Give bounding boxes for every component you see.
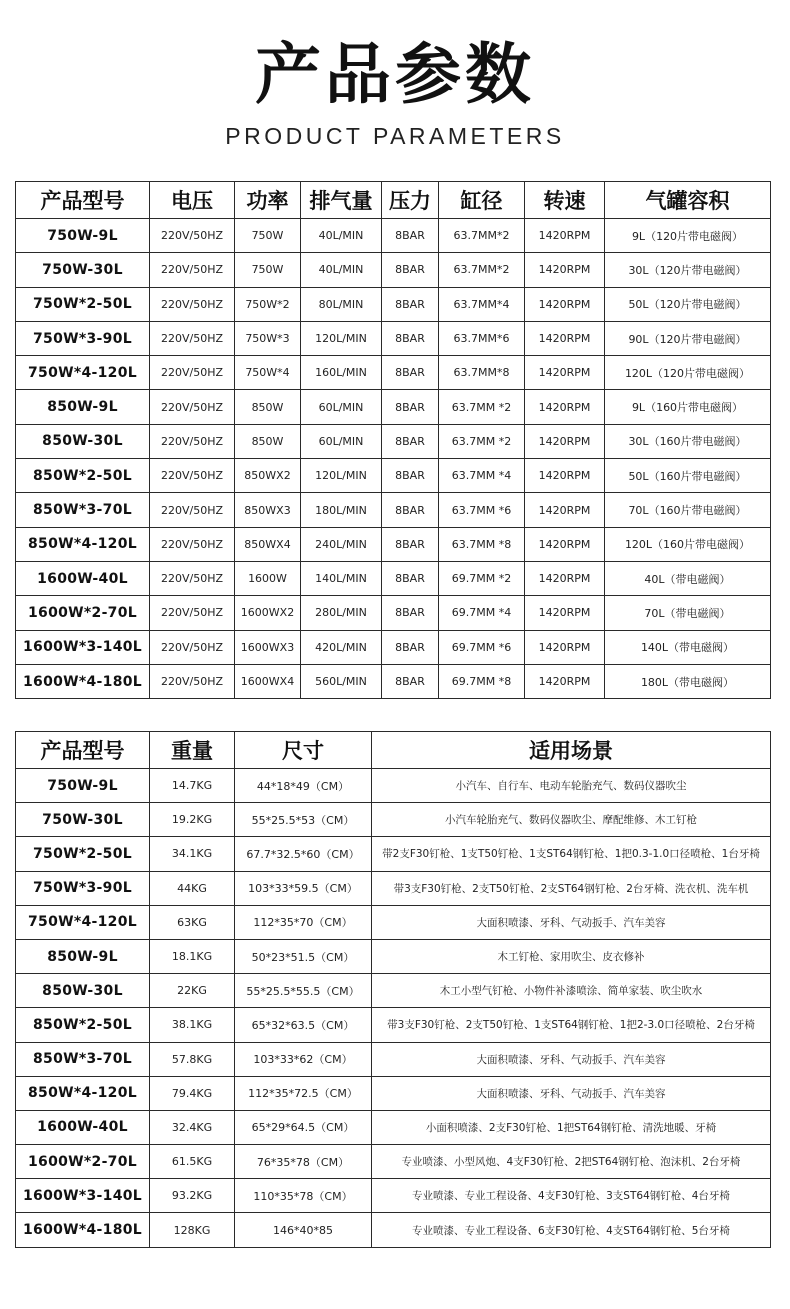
table-row — [16, 493, 771, 527]
model-cell: 750W*4-120L — [16, 905, 150, 939]
column-header: 排气量 — [301, 182, 382, 219]
table-row — [16, 905, 771, 939]
column-header: 适用场景 — [372, 732, 771, 769]
column-header: 产品型号 — [16, 732, 150, 769]
application-cell: 小汽车、自行车、电动车轮胎充气、数码仪器吹尘 — [372, 769, 771, 803]
dimensions-cell: 112*35*70（CM） — [235, 905, 372, 939]
power-cell: 750W — [235, 219, 301, 253]
model-cell: 1600W-40L — [16, 1110, 150, 1144]
table-row — [16, 356, 771, 390]
page-subtitle: PRODUCT PARAMETERS — [225, 123, 565, 149]
pressure-cell: 8BAR — [382, 493, 439, 527]
bore-cell: 63.7MM*4 — [439, 287, 525, 321]
weight-cell: 34.1KG — [150, 837, 235, 871]
tank-volume-cell: 140L（带电磁阀） — [605, 630, 771, 664]
tank-volume-cell: 9L（160片带电磁阀） — [605, 390, 771, 424]
bore-cell: 63.7MM *4 — [439, 459, 525, 493]
model-cell: 850W-9L — [16, 390, 150, 424]
model-cell: 850W*3-70L — [16, 493, 150, 527]
model-cell: 850W-30L — [16, 424, 150, 458]
column-header: 缸径 — [439, 182, 525, 219]
power-cell: 1600W — [235, 561, 301, 595]
table-header-row — [16, 182, 771, 219]
dimensions-cell: 65*29*64.5（CM） — [235, 1110, 372, 1144]
table-row — [16, 424, 771, 458]
spec-table-usage — [15, 731, 771, 1248]
dimensions-cell: 146*40*85 — [235, 1213, 372, 1247]
table-row — [16, 974, 771, 1008]
application-cell: 带3支F30钉枪、2支T50钉枪、1支ST64钢钉枪、1把2-3.0口径喷枪、2台牙椅 — [372, 1008, 771, 1042]
speed-cell: 1420RPM — [525, 253, 605, 287]
table-row — [16, 219, 771, 253]
voltage-cell: 220V/50HZ — [150, 356, 235, 390]
column-header: 电压 — [150, 182, 235, 219]
model-cell: 1600W*4-180L — [16, 1213, 150, 1247]
bore-cell: 69.7MM *4 — [439, 596, 525, 630]
weight-cell: 14.7KG — [150, 769, 235, 803]
page-title: 产品参数 — [255, 36, 535, 113]
table-row — [16, 871, 771, 905]
column-header: 功率 — [235, 182, 301, 219]
table-row — [16, 1110, 771, 1144]
bore-cell: 63.7MM *2 — [439, 424, 525, 458]
voltage-cell: 220V/50HZ — [150, 459, 235, 493]
application-cell: 专业喷漆、专业工程设备、4支F30钉枪、3支ST64钢钉枪、4台牙椅 — [372, 1179, 771, 1213]
model-cell: 1600W*4-180L — [16, 664, 150, 698]
application-cell: 专业喷漆、小型风炮、4支F30钉枪、2把ST64钢钉枪、泡沫机、2台牙椅 — [372, 1145, 771, 1179]
power-cell: 850W — [235, 424, 301, 458]
table-row — [16, 527, 771, 561]
model-cell: 1600W*2-70L — [16, 1145, 150, 1179]
bore-cell: 63.7MM*6 — [439, 321, 525, 355]
model-cell: 1600W*2-70L — [16, 596, 150, 630]
pressure-cell: 8BAR — [382, 664, 439, 698]
power-cell: 850WX2 — [235, 459, 301, 493]
weight-cell: 79.4KG — [150, 1076, 235, 1110]
table-row — [16, 287, 771, 321]
application-cell: 大面积喷漆、牙科、气动扳手、汽车美容 — [372, 1042, 771, 1076]
column-header: 重量 — [150, 732, 235, 769]
bore-cell: 69.7MM *2 — [439, 561, 525, 595]
column-header: 产品型号 — [16, 182, 150, 219]
displacement-cell: 180L/MIN — [301, 493, 382, 527]
voltage-cell: 220V/50HZ — [150, 321, 235, 355]
table-header-row — [16, 732, 771, 769]
speed-cell: 1420RPM — [525, 664, 605, 698]
weight-cell: 38.1KG — [150, 1008, 235, 1042]
dimensions-cell: 67.7*32.5*60（CM） — [235, 837, 372, 871]
dimensions-cell: 103*33*62（CM） — [235, 1042, 372, 1076]
table-row — [16, 630, 771, 664]
model-cell: 850W-30L — [16, 974, 150, 1008]
pressure-cell: 8BAR — [382, 424, 439, 458]
voltage-cell: 220V/50HZ — [150, 596, 235, 630]
bore-cell: 63.7MM*8 — [439, 356, 525, 390]
table-row — [16, 1076, 771, 1110]
speed-cell: 1420RPM — [525, 459, 605, 493]
displacement-cell: 40L/MIN — [301, 253, 382, 287]
table-row — [16, 939, 771, 973]
displacement-cell: 80L/MIN — [301, 287, 382, 321]
displacement-cell: 40L/MIN — [301, 219, 382, 253]
voltage-cell: 220V/50HZ — [150, 219, 235, 253]
tank-volume-cell: 30L（160片带电磁阀） — [605, 424, 771, 458]
speed-cell: 1420RPM — [525, 527, 605, 561]
application-cell: 带2支F30钉枪、1支T50钉枪、1支ST64钢钉枪、1把0.3-1.0口径喷枪、1台牙椅 — [372, 837, 771, 871]
dimensions-cell: 76*35*78（CM） — [235, 1145, 372, 1179]
weight-cell: 61.5KG — [150, 1145, 235, 1179]
power-cell: 1600WX3 — [235, 630, 301, 664]
dimensions-cell: 103*33*59.5（CM） — [235, 871, 372, 905]
voltage-cell: 220V/50HZ — [150, 493, 235, 527]
weight-cell: 44KG — [150, 871, 235, 905]
model-cell: 850W-9L — [16, 939, 150, 973]
voltage-cell: 220V/50HZ — [150, 424, 235, 458]
weight-cell: 128KG — [150, 1213, 235, 1247]
speed-cell: 1420RPM — [525, 356, 605, 390]
dimensions-cell: 44*18*49（CM） — [235, 769, 372, 803]
column-header: 尺寸 — [235, 732, 372, 769]
bore-cell: 63.7MM*2 — [439, 253, 525, 287]
table-row — [16, 837, 771, 871]
dimensions-cell: 110*35*78（CM） — [235, 1179, 372, 1213]
table-row — [16, 769, 771, 803]
power-cell: 750W*4 — [235, 356, 301, 390]
bore-cell: 69.7MM *6 — [439, 630, 525, 664]
model-cell: 850W*2-50L — [16, 459, 150, 493]
bore-cell: 69.7MM *8 — [439, 664, 525, 698]
displacement-cell: 120L/MIN — [301, 459, 382, 493]
table-row — [16, 803, 771, 837]
speed-cell: 1420RPM — [525, 287, 605, 321]
model-cell: 750W-30L — [16, 253, 150, 287]
bore-cell: 63.7MM *6 — [439, 493, 525, 527]
tank-volume-cell: 120L（160片带电磁阀） — [605, 527, 771, 561]
power-cell: 850WX3 — [235, 493, 301, 527]
voltage-cell: 220V/50HZ — [150, 527, 235, 561]
pressure-cell: 8BAR — [382, 253, 439, 287]
application-cell: 带3支F30钉枪、2支T50钉枪、2支ST64钢钉枪、2台牙椅、洗衣机、洗车机 — [372, 871, 771, 905]
weight-cell: 19.2KG — [150, 803, 235, 837]
tank-volume-cell: 90L（120片带电磁阀） — [605, 321, 771, 355]
dimensions-cell: 112*35*72.5（CM） — [235, 1076, 372, 1110]
speed-cell: 1420RPM — [525, 493, 605, 527]
spec-table-performance — [15, 181, 771, 699]
weight-cell: 63KG — [150, 905, 235, 939]
pressure-cell: 8BAR — [382, 390, 439, 424]
voltage-cell: 220V/50HZ — [150, 630, 235, 664]
weight-cell: 18.1KG — [150, 939, 235, 973]
column-header: 气罐容积 — [605, 182, 771, 219]
voltage-cell: 220V/50HZ — [150, 253, 235, 287]
speed-cell: 1420RPM — [525, 596, 605, 630]
bore-cell: 63.7MM *2 — [439, 390, 525, 424]
table-row — [16, 1042, 771, 1076]
pressure-cell: 8BAR — [382, 630, 439, 664]
voltage-cell: 220V/50HZ — [150, 561, 235, 595]
pressure-cell: 8BAR — [382, 459, 439, 493]
table-row — [16, 321, 771, 355]
model-cell: 1600W*3-140L — [16, 1179, 150, 1213]
dimensions-cell: 65*32*63.5（CM） — [235, 1008, 372, 1042]
pressure-cell: 8BAR — [382, 287, 439, 321]
model-cell: 750W-9L — [16, 769, 150, 803]
table-row — [16, 664, 771, 698]
tank-volume-cell: 50L（160片带电磁阀） — [605, 459, 771, 493]
displacement-cell: 280L/MIN — [301, 596, 382, 630]
weight-cell: 22KG — [150, 974, 235, 1008]
displacement-cell: 140L/MIN — [301, 561, 382, 595]
dimensions-cell: 55*25.5*55.5（CM） — [235, 974, 372, 1008]
dimensions-cell: 50*23*51.5（CM） — [235, 939, 372, 973]
model-cell: 850W*2-50L — [16, 1008, 150, 1042]
column-header: 压力 — [382, 182, 439, 219]
displacement-cell: 240L/MIN — [301, 527, 382, 561]
power-cell: 750W — [235, 253, 301, 287]
tank-volume-cell: 70L（带电磁阀） — [605, 596, 771, 630]
application-cell: 大面积喷漆、牙科、气动扳手、汽车美容 — [372, 1076, 771, 1110]
dimensions-cell: 55*25.5*53（CM） — [235, 803, 372, 837]
model-cell: 1600W*3-140L — [16, 630, 150, 664]
displacement-cell: 420L/MIN — [301, 630, 382, 664]
displacement-cell: 560L/MIN — [301, 664, 382, 698]
pressure-cell: 8BAR — [382, 321, 439, 355]
speed-cell: 1420RPM — [525, 424, 605, 458]
table-row — [16, 1145, 771, 1179]
model-cell: 750W-9L — [16, 219, 150, 253]
table-row — [16, 596, 771, 630]
column-header: 转速 — [525, 182, 605, 219]
application-cell: 大面积喷漆、牙科、气动扳手、汽车美容 — [372, 905, 771, 939]
power-cell: 850W — [235, 390, 301, 424]
table-row — [16, 390, 771, 424]
power-cell: 750W*2 — [235, 287, 301, 321]
model-cell: 750W-30L — [16, 803, 150, 837]
application-cell: 木工小型气钉枪、小物件补漆喷涂、简单家装、吹尘吹水 — [372, 974, 771, 1008]
speed-cell: 1420RPM — [525, 219, 605, 253]
weight-cell: 32.4KG — [150, 1110, 235, 1144]
application-cell: 木工钉枪、家用吹尘、皮衣修补 — [372, 939, 771, 973]
pressure-cell: 8BAR — [382, 527, 439, 561]
model-cell: 750W*4-120L — [16, 356, 150, 390]
model-cell: 750W*3-90L — [16, 871, 150, 905]
table-row — [16, 1213, 771, 1247]
power-cell: 850WX4 — [235, 527, 301, 561]
model-cell: 750W*2-50L — [16, 287, 150, 321]
table-row — [16, 459, 771, 493]
pressure-cell: 8BAR — [382, 596, 439, 630]
pressure-cell: 8BAR — [382, 219, 439, 253]
speed-cell: 1420RPM — [525, 321, 605, 355]
voltage-cell: 220V/50HZ — [150, 287, 235, 321]
model-cell: 850W*3-70L — [16, 1042, 150, 1076]
displacement-cell: 120L/MIN — [301, 321, 382, 355]
displacement-cell: 160L/MIN — [301, 356, 382, 390]
pressure-cell: 8BAR — [382, 561, 439, 595]
model-cell: 1600W-40L — [16, 561, 150, 595]
displacement-cell: 60L/MIN — [301, 390, 382, 424]
bore-cell: 63.7MM*2 — [439, 219, 525, 253]
tank-volume-cell: 40L（带电磁阀） — [605, 561, 771, 595]
displacement-cell: 60L/MIN — [301, 424, 382, 458]
application-cell: 专业喷漆、专业工程设备、6支F30钉枪、4支ST64钢钉枪、5台牙椅 — [372, 1213, 771, 1247]
model-cell: 750W*2-50L — [16, 837, 150, 871]
tank-volume-cell: 120L（120片带电磁阀） — [605, 356, 771, 390]
table-row — [16, 253, 771, 287]
weight-cell: 93.2KG — [150, 1179, 235, 1213]
table-row — [16, 1179, 771, 1213]
speed-cell: 1420RPM — [525, 630, 605, 664]
tank-volume-cell: 70L（160片带电磁阀） — [605, 493, 771, 527]
tank-volume-cell: 9L（120片带电磁阀） — [605, 219, 771, 253]
tank-volume-cell: 180L（带电磁阀） — [605, 664, 771, 698]
speed-cell: 1420RPM — [525, 561, 605, 595]
bore-cell: 63.7MM *8 — [439, 527, 525, 561]
power-cell: 1600WX2 — [235, 596, 301, 630]
power-cell: 750W*3 — [235, 321, 301, 355]
tank-volume-cell: 30L（120片带电磁阀） — [605, 253, 771, 287]
model-cell: 850W*4-120L — [16, 1076, 150, 1110]
model-cell: 750W*3-90L — [16, 321, 150, 355]
model-cell: 850W*4-120L — [16, 527, 150, 561]
application-cell: 小面积喷漆、2支F30钉枪、1把ST64钢钉枪、清洗地暖、牙椅 — [372, 1110, 771, 1144]
application-cell: 小汽车轮胎充气、数码仪器吹尘、摩配维修、木工钉枪 — [372, 803, 771, 837]
pressure-cell: 8BAR — [382, 356, 439, 390]
voltage-cell: 220V/50HZ — [150, 664, 235, 698]
voltage-cell: 220V/50HZ — [150, 390, 235, 424]
weight-cell: 57.8KG — [150, 1042, 235, 1076]
table-row — [16, 561, 771, 595]
tank-volume-cell: 50L（120片带电磁阀） — [605, 287, 771, 321]
speed-cell: 1420RPM — [525, 390, 605, 424]
table-row — [16, 1008, 771, 1042]
power-cell: 1600WX4 — [235, 664, 301, 698]
